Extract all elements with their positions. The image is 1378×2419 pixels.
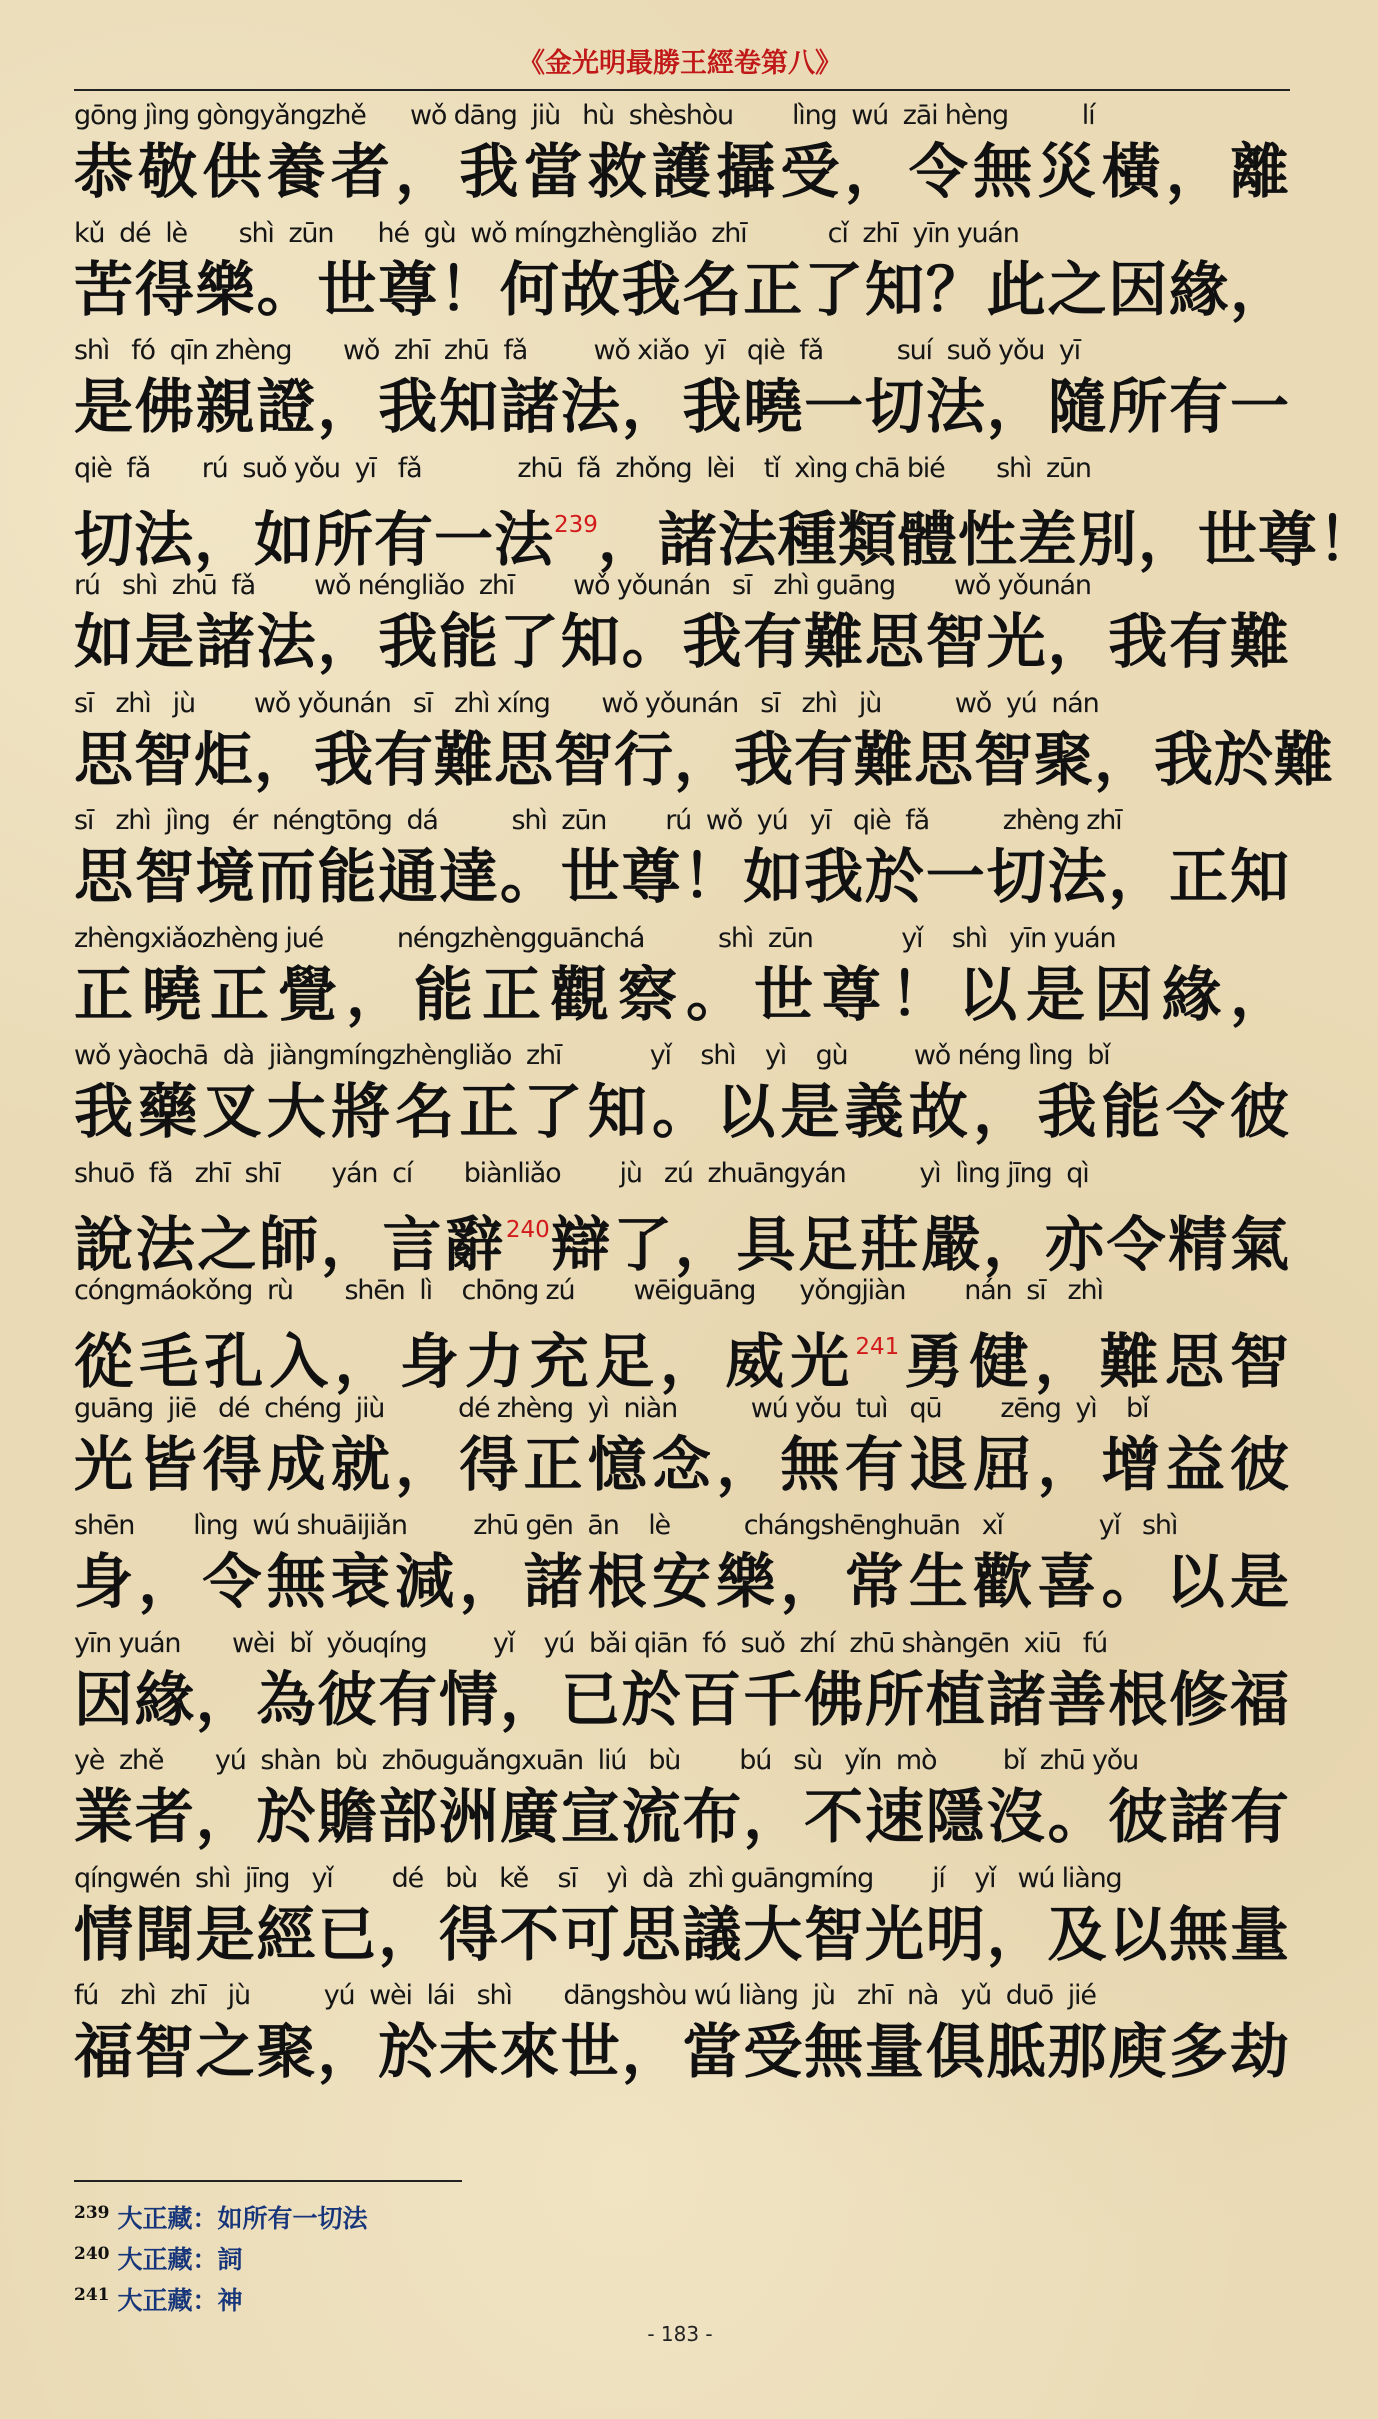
footnote-number: 240	[74, 2244, 110, 2264]
pinyin-line: rú shì zhū fǎ wǒ néngliǎo zhī wǒ yǒunán sī zhì guāng wǒ yǒunán	[74, 570, 1091, 601]
footnote-text: 大正藏：詞	[117, 2245, 243, 2274]
footnote	[74, 2234, 774, 2275]
hanzi-line: 福智之聚，於未來世，當受無量俱胝那庾多劫	[74, 2017, 1290, 2086]
footnote	[74, 2193, 774, 2234]
footnote-number: 241	[74, 2285, 110, 2305]
text-line	[74, 803, 1290, 921]
hanzi-segment: 勇健，難思智	[899, 1327, 1290, 1396]
footnote-divider	[74, 2180, 462, 2182]
hanzi-line: 業者，於贍部洲廣宣流布，不速隱沒。彼諸有	[74, 1782, 1290, 1851]
text-line	[74, 1743, 1290, 1861]
hanzi-line: 情聞是經已，得不可思議大智光明，及以無量	[74, 1899, 1290, 1969]
footnote-ref: 239	[554, 511, 598, 538]
hanzi-line: 因緣，為彼有情，已於百千佛所植諸善根修福	[74, 1664, 1290, 1734]
hanzi-segment: 辯了，具足莊嚴，亦令精氣	[549, 1209, 1290, 1279]
footnote	[74, 2275, 774, 2316]
pinyin-line: qiè fǎ rú suǒ yǒu yī fǎ zhū fǎ zhǒng lèi tǐ xìng chā bié shì zūn	[74, 452, 1091, 484]
pinyin-line: qíngwén shì jīng yǐ dé bù kě sī yì dà zhì guāngmíng jí yǐ wú liàng	[74, 1862, 1122, 1894]
footnote-ref: 241	[855, 1334, 900, 1360]
text-line	[74, 216, 1290, 334]
pinyin-line: wǒ yàochā dà jiàngmíngzhèngliǎo zhī yǐ shì yì gù wǒ néng lìng bǐ	[74, 1040, 1110, 1071]
hanzi-line: 光皆得成就，得正憶念，無有退屈，增益彼	[74, 1429, 1290, 1499]
hanzi-line: 恭敬供養者，我當救護攝受，令無災橫，離	[74, 137, 1290, 206]
pinyin-line: yīn yuán wèi bǐ yǒuqíng yǐ yú bǎi qiān fó suǒ zhí zhū shàngēn xiū fú	[74, 1627, 1108, 1659]
footnote-ref: 240	[505, 1216, 550, 1243]
pinyin-line: yè zhě yú shàn bù zhōuguǎngxuān liú bù bú sù yǐn mò bǐ zhū yǒu	[74, 1745, 1138, 1776]
pinyin-line: shì fó qīn zhèng wǒ zhī zhū fǎ wǒ xiǎo yī qiè fǎ suí suǒ yǒu yī	[74, 335, 1080, 366]
text-line	[74, 333, 1290, 451]
pinyin-line: shēn lìng wú shuāijiǎn zhū gēn ān lè chángshēnghuān xǐ yǐ shì	[74, 1510, 1178, 1541]
pinyin-line: guāng jiē dé chéng jiù dé zhèng yì niàn wú yǒu tuì qū zēng yì bǐ	[74, 1392, 1149, 1424]
sutra-text-block	[74, 98, 1378, 2096]
pinyin-line: sī zhì jù wǒ yǒunán sī zhì xíng wǒ yǒunán sī zhì jù wǒ yú nán	[74, 687, 1099, 719]
header-divider	[74, 89, 1290, 91]
pinyin-line: sī zhì jìng ér néngtōng dá shì zūn rú wǒ yú yī qiè fǎ zhèng zhī	[74, 805, 1122, 836]
hanzi-line	[74, 1309, 1290, 1396]
footnote-text: 大正藏：如所有一切法	[117, 2204, 368, 2233]
hanzi-segment: 切法，如所有一法	[74, 504, 555, 574]
hanzi-line: 我藥叉大將名正了知。以是義故，我能令彼	[74, 1077, 1290, 1146]
pinyin-line: cóngmáokǒng rù shēn lì chōng zú wēiguāng yǒngjiàn nán sī zhì	[74, 1275, 1103, 1306]
hanzi-line: 思智境而能通達。世尊！如我於一切法，正知	[74, 842, 1290, 911]
text-line	[74, 98, 1290, 216]
text-line	[74, 921, 1290, 1039]
pinyin-line: gōng jìng gòngyǎngzhě wǒ dāng jiù hù shèshòu lìng wú zāi hèng lí	[74, 100, 1095, 131]
footnotes	[74, 2193, 774, 2316]
pinyin-line: zhèngxiǎozhèng jué néngzhèngguānchá shì zūn yǐ shì yīn yuán	[74, 922, 1116, 954]
hanzi-line: 苦得樂。世尊！何故我名正了知？此之因緣，	[74, 254, 1290, 324]
text-line	[74, 1508, 1290, 1626]
text-line	[74, 1861, 1290, 1979]
hanzi-segment: ，諸法種類體性差別，世尊！	[597, 504, 1378, 574]
hanzi-line	[74, 487, 1378, 574]
text-line	[74, 1626, 1290, 1744]
footnote-number: 239	[74, 2203, 110, 2223]
text-line	[74, 1156, 1290, 1279]
hanzi-line: 如是諸法，我能了知。我有難思智光，我有難	[74, 607, 1290, 676]
pinyin-line: fú zhì zhī jù yú wèi lái shì dāngshòu wú liàng jù zhī nà yǔ duō jié	[74, 1980, 1096, 2011]
footnote-text: 大正藏：神	[117, 2286, 243, 2315]
hanzi-line	[74, 1192, 1290, 1279]
hanzi-line: 是佛親證，我知諸法，我曉一切法，隨所有一	[74, 372, 1290, 441]
text-line	[74, 451, 1378, 574]
text-line	[74, 686, 1335, 804]
sutra-title-header: 《金光明最勝王經卷第八》	[518, 48, 842, 79]
hanzi-line: 身，令無衰減，諸根安樂，常生歡喜。以是	[74, 1547, 1290, 1616]
text-line	[74, 1978, 1290, 2096]
pinyin-line: shuō fǎ zhī shī yán cí biànliǎo jù zú zhuāngyán yì lìng jīng qì	[74, 1157, 1089, 1189]
text-line	[74, 1038, 1290, 1156]
hanzi-segment: 從毛孔入，身力充足，威光	[74, 1327, 856, 1396]
hanzi-line: 思智炬，我有難思智行，我有難思智聚，我於難	[74, 724, 1335, 794]
text-line	[74, 1273, 1290, 1396]
text-line	[74, 568, 1290, 686]
pinyin-line: kǔ dé lè shì zūn hé gù wǒ míngzhèngliǎo zhī cǐ zhī yīn yuán	[74, 217, 1019, 249]
page-number: - 183 -	[647, 2322, 713, 2346]
text-line	[74, 1391, 1290, 1509]
hanzi-segment: 說法之師，言辭	[74, 1209, 506, 1279]
hanzi-line: 正曉正覺，能正觀察。世尊！以是因緣，	[74, 959, 1290, 1029]
